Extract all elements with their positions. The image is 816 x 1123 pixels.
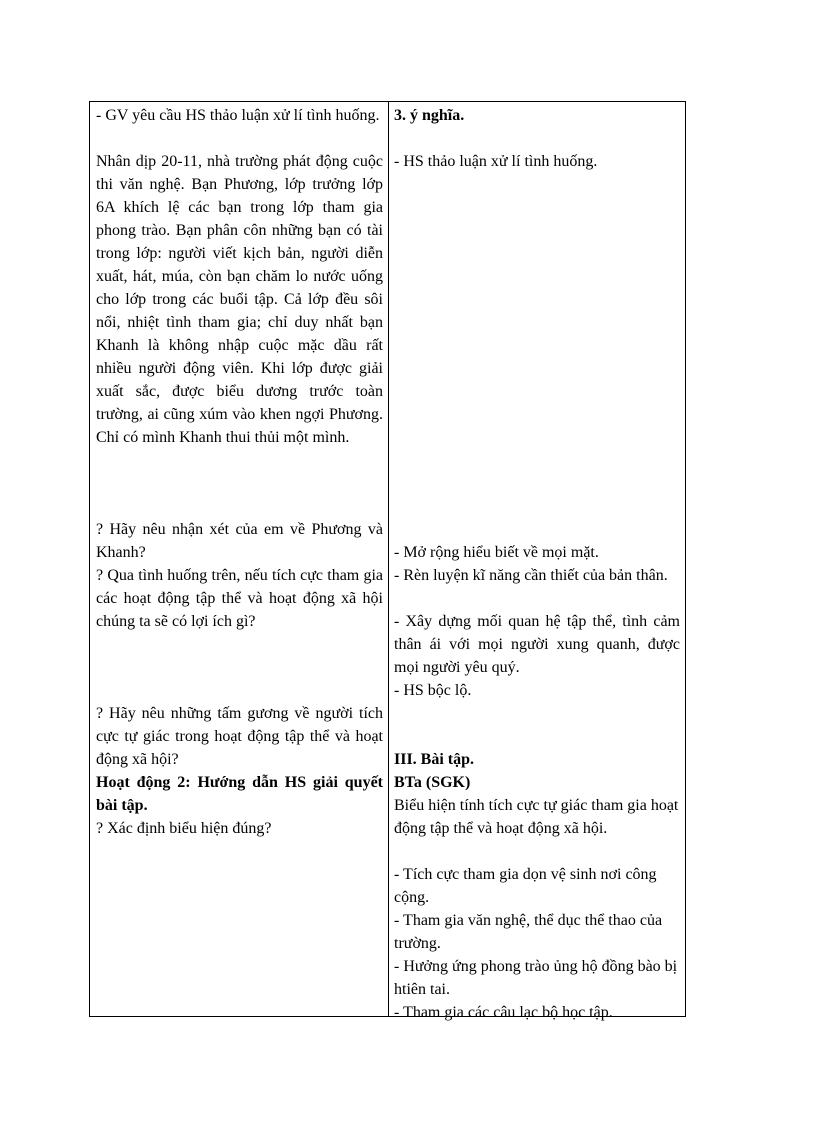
section-heading: 3. ý nghĩa. xyxy=(394,107,465,124)
teacher-activity-column xyxy=(90,102,388,1016)
activity-heading: Hoạt động 2: Hướng dẫn HS giải quyết bài tập. xyxy=(96,774,383,814)
answer-text: - Mở rộng hiểu biết về mọi mặt. xyxy=(394,544,599,561)
exercise-heading: BTa (SGK) xyxy=(394,774,471,791)
instruction-text: - GV yêu cầu HS thảo luận xử lí tình huống. xyxy=(96,107,380,124)
answer-text: - Tham gia các câu lạc bộ học tập. xyxy=(394,1004,613,1021)
answer-text: - Tham gia văn nghệ, thể dục thể thao của trường. xyxy=(394,912,663,952)
question-text: ? Hãy nêu những tấm gương về người tích cực tự giác trong hoạt động tập thể và hoạt động xã hội? xyxy=(96,705,383,768)
answer-text: - HS bộc lộ. xyxy=(394,682,472,699)
section-heading: III. Bài tập. xyxy=(394,751,475,768)
question-text: ? Xác định biểu hiện đúng? xyxy=(96,820,272,837)
answer-text: - Rèn luyện kĩ năng cần thiết của bản thân. xyxy=(394,567,668,584)
question-text: ? Hãy nêu nhận xét của em về Phương và Khanh? xyxy=(96,521,383,561)
answer-text: - Hưởng ứng phong trào ủng hộ đồng bào bị htiên tai. xyxy=(394,958,678,998)
answer-text: - HS thảo luận xử lí tình huống. xyxy=(394,153,598,170)
content-column xyxy=(389,102,686,1021)
lesson-table xyxy=(89,101,686,1021)
question-text: ? Qua tình huống trên, nếu tích cực tham gia các hoạt động tập thể và hoạt động xã hội chúng ta sẽ có lợi ích gì? xyxy=(96,567,383,630)
answer-text: Biểu hiện tính tích cực tự giác tham gia hoạt động tập thể và hoạt động xã hội. xyxy=(394,797,679,837)
answer-text: - Tích cực tham gia dọn vệ sinh nơi công cộng. xyxy=(394,866,657,906)
answer-text: - Xây dựng mối quan hệ tập thể, tình cảm thân ái với mọi người xung quanh, được mọi người yêu quý. xyxy=(394,613,680,676)
situation-text: Nhân dịp 20-11, nhà trường phát động cuộc thi văn nghệ. Bạn Phương, lớp trưởng lớp 6A khích lệ các bạn trong lớp tham gia phong trào. Bạn phân côn những bạn có tài trong lớp: người viết kịch bản, người diễn xuất, hát, múa, còn bạn chăm lo nước uống cho lớp trong các buổi tập. Cả lớp đều sôi nổi, nhiệt tình tham gia; chỉ duy nhất bạn Khanh là không nhập cuộc mặc dầu rất nhiều người động viên. Khi lớp được giải xuất sắc, được biểu dương trước toàn trường, ai cũng xúm vào khen ngợi Phương. Chỉ có mình Khanh thui thủi một mình. xyxy=(96,153,383,446)
